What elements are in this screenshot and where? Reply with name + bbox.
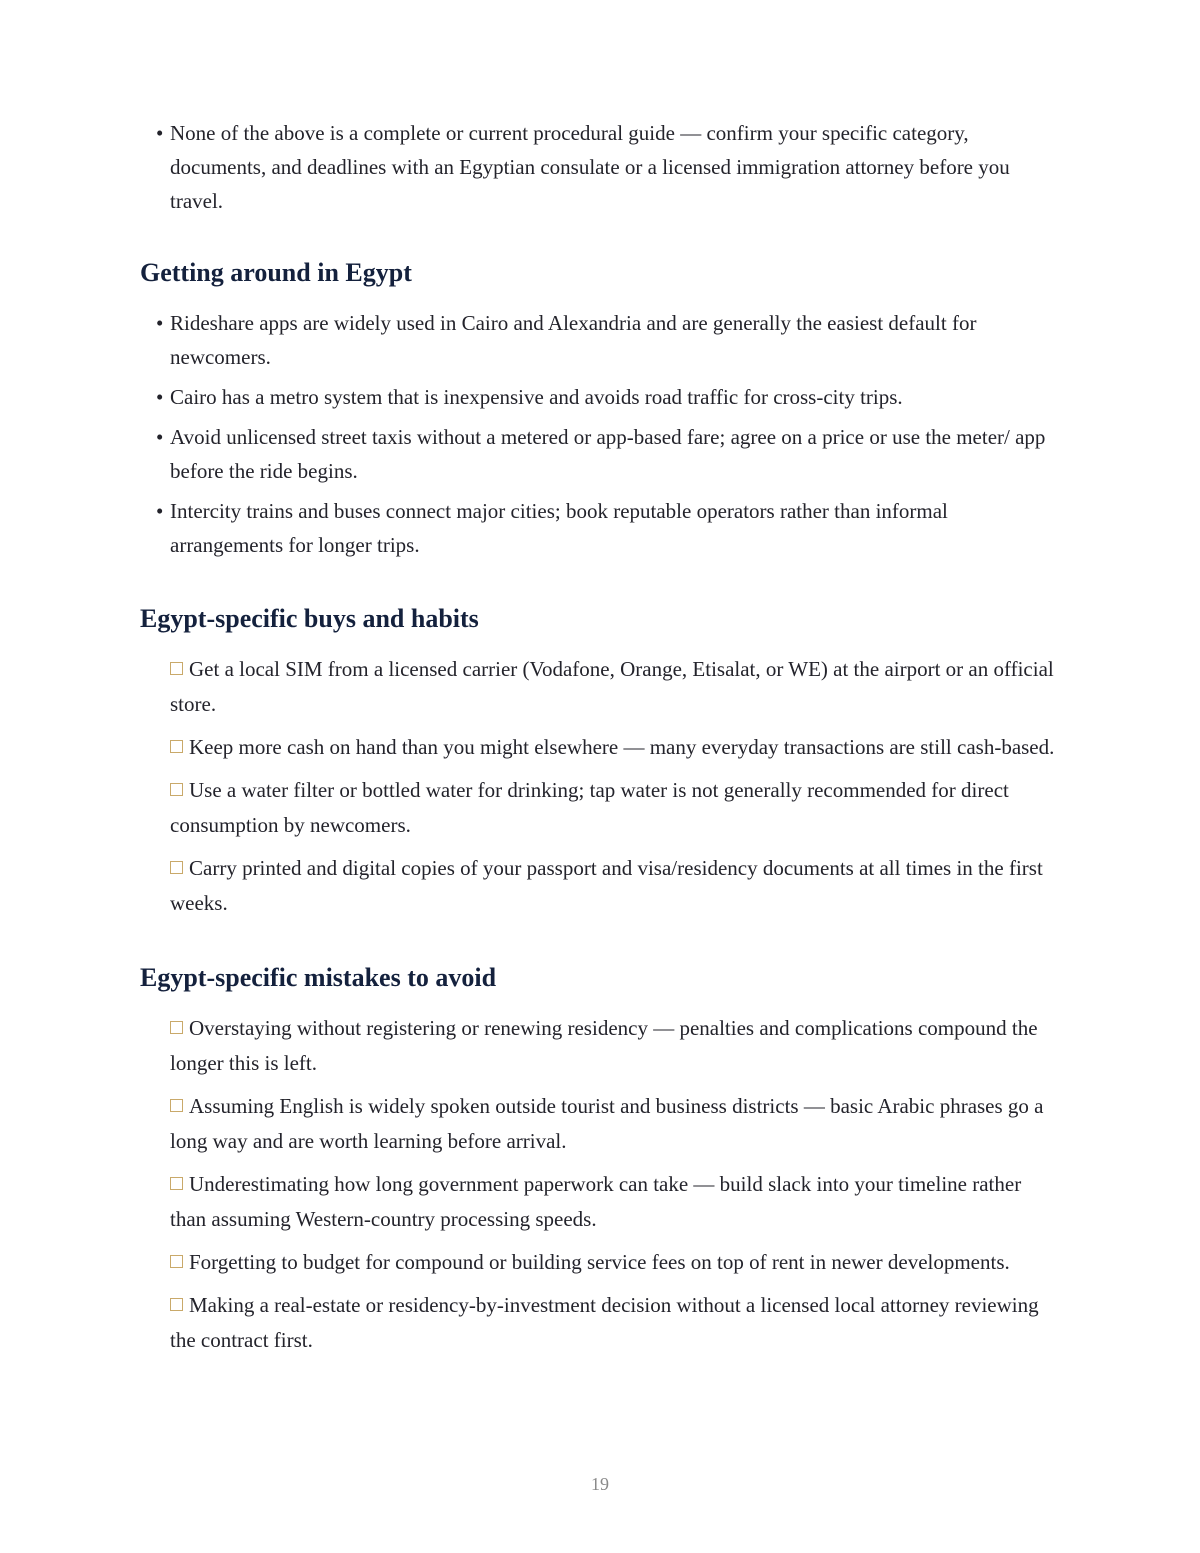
- checklist-item: [140, 1089, 1060, 1159]
- list-item-text: Avoid unlicensed street taxis without a metered or app-based fare; agree on a price or use the meter/ app before the ride begins.: [170, 425, 1046, 483]
- page-content: [140, 116, 1060, 1366]
- checklist-item-text: Overstaying without registering or renewing residency — penalties and complications compound the longer this is left.: [170, 1016, 1038, 1075]
- checkbox-icon[interactable]: [170, 740, 183, 753]
- checkbox-icon[interactable]: [170, 662, 183, 675]
- buys-habits-checklist: [140, 652, 1060, 921]
- checklist-item-text: Underestimating how long government paperwork can take — build slack into your timeline rather than assuming Western-country processing speeds.: [170, 1172, 1022, 1231]
- checklist-item: [140, 1011, 1060, 1081]
- checklist-item: [140, 851, 1060, 921]
- list-item-text: Intercity trains and buses connect major cities; book reputable operators rather than informal arrangements for longer trips.: [170, 499, 948, 557]
- checklist-item: [140, 1288, 1060, 1358]
- checklist-item: [140, 773, 1060, 843]
- checklist-item-text: Assuming English is widely spoken outside tourist and business districts — basic Arabic phrases go a long way and are worth learning before arrival.: [170, 1094, 1044, 1153]
- list-item-text: Cairo has a metro system that is inexpensive and avoids road traffic for cross-city trips.: [170, 385, 903, 409]
- bullet-glyph: •: [156, 385, 164, 409]
- checkbox-icon[interactable]: [170, 861, 183, 874]
- list-item: [140, 380, 1060, 414]
- checkbox-icon[interactable]: [170, 783, 183, 796]
- checklist-item-text: Forgetting to budget for compound or building service fees on top of rent in newer developments.: [189, 1250, 1010, 1274]
- bullet-glyph: •: [156, 311, 164, 335]
- intro-bullet-list: [140, 116, 1060, 218]
- checklist-item: [140, 1245, 1060, 1280]
- getting-around-list: [140, 306, 1060, 562]
- checklist-item-text: Keep more cash on hand than you might elsewhere — many everyday transactions are still cash-based.: [189, 735, 1055, 759]
- checklist-item: [140, 652, 1060, 722]
- bullet-glyph: •: [156, 425, 164, 449]
- checkbox-icon[interactable]: [170, 1298, 183, 1311]
- checklist-item: [140, 1167, 1060, 1237]
- list-item-text: None of the above is a complete or current procedural guide — confirm your specific category, documents, and deadlines with an Egyptian consulate or a licensed immigration attorney before you travel.: [170, 121, 1010, 213]
- section-heading-mistakes: Egypt-specific mistakes to avoid: [140, 963, 497, 992]
- bullet-glyph: •: [156, 499, 164, 523]
- checklist-item-text: Carry printed and digital copies of your passport and visa/residency documents at all times in the first weeks.: [170, 856, 1043, 915]
- list-item: [140, 494, 1060, 562]
- list-item: [140, 116, 1060, 218]
- list-item: [140, 420, 1060, 488]
- checklist-item-text: Use a water filter or bottled water for drinking; tap water is not generally recommended for direct consumption by newcomers.: [170, 778, 1009, 837]
- checkbox-icon[interactable]: [170, 1177, 183, 1190]
- bullet-glyph: •: [156, 121, 164, 145]
- section-heading-getting-around: Getting around in Egypt: [140, 258, 412, 287]
- checkbox-icon[interactable]: [170, 1099, 183, 1112]
- checklist-item: [140, 730, 1060, 765]
- checklist-item-text: Get a local SIM from a licensed carrier (Vodafone, Orange, Etisalat, or WE) at the airport or an official store.: [170, 657, 1054, 716]
- list-item: [140, 306, 1060, 374]
- page-number: 19: [591, 1474, 609, 1494]
- section-heading-buys-habits: Egypt-specific buys and habits: [140, 604, 479, 633]
- checkbox-icon[interactable]: [170, 1021, 183, 1034]
- checklist-item-text: Making a real-estate or residency-by-investment decision without a licensed local attorney reviewing the contract first.: [170, 1293, 1039, 1352]
- list-item-text: Rideshare apps are widely used in Cairo and Alexandria and are generally the easiest default for newcomers.: [170, 311, 977, 369]
- mistakes-checklist: [140, 1011, 1060, 1358]
- checkbox-icon[interactable]: [170, 1255, 183, 1268]
